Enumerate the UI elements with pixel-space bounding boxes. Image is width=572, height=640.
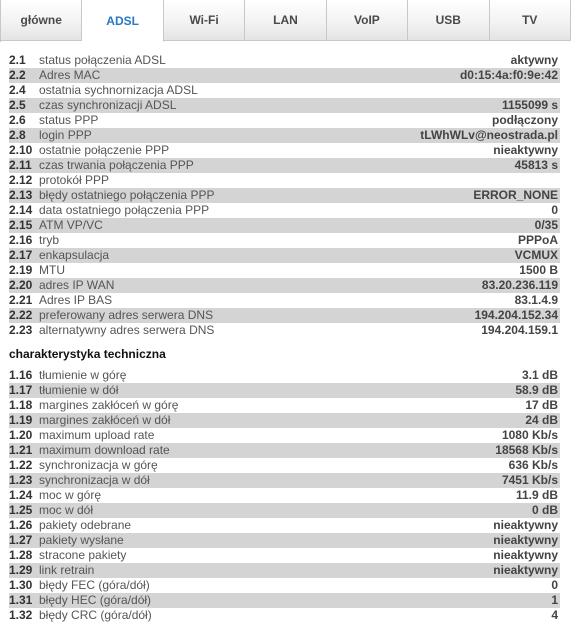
tab-wifi[interactable]: Wi-Fi <box>164 0 245 41</box>
table-row <box>9 443 560 458</box>
table-row <box>9 413 560 428</box>
row-label: błędy CRC (góra/dół) <box>39 608 152 622</box>
row-number: 1.20 <box>9 428 33 442</box>
row-value: VCMUX <box>514 248 558 262</box>
row-label: ATM VP/VC <box>39 218 103 232</box>
table-row <box>9 128 560 143</box>
row-label: Adres MAC <box>39 68 101 82</box>
row-number: 2.8 <box>9 128 26 142</box>
row-value: 45813 s <box>514 158 558 172</box>
row-number: 2.15 <box>9 218 33 232</box>
row-label: synchronizacja w górę <box>39 458 158 472</box>
row-number: 1.18 <box>9 398 33 412</box>
table-row <box>9 608 560 623</box>
row-number: 2.21 <box>9 293 33 307</box>
table-row <box>9 293 560 308</box>
row-number: 2.10 <box>9 143 33 157</box>
row-number: 1.26 <box>9 518 33 532</box>
table-row <box>9 428 560 443</box>
row-value: 83.20.236.119 <box>481 278 558 292</box>
table-row <box>9 248 560 263</box>
adsl-status-table <box>9 53 560 338</box>
row-label: pakiety odebrane <box>39 518 132 532</box>
row-value: d0:15:4a:f0:9e:42 <box>459 68 558 82</box>
row-label: status PPP <box>39 113 99 127</box>
tech-section-heading: charakterystyka techniczna <box>9 347 166 361</box>
row-number: 1.22 <box>9 458 33 472</box>
row-value: ERROR_NONE <box>473 188 558 202</box>
row-number: 2.2 <box>9 68 26 82</box>
row-value: 1155099 s <box>501 98 558 112</box>
row-number: 1.27 <box>9 533 33 547</box>
row-number: 2.20 <box>9 278 33 292</box>
row-number: 2.16 <box>9 233 33 247</box>
table-row <box>9 143 560 158</box>
table-row <box>9 203 560 218</box>
row-number: 1.23 <box>9 473 33 487</box>
row-value: 636 Kb/s <box>508 458 558 472</box>
row-value: 4 <box>551 608 558 622</box>
row-number: 1.28 <box>9 548 33 562</box>
tech-characteristics-table <box>9 368 560 623</box>
row-number: 1.29 <box>9 563 33 577</box>
row-number: 2.5 <box>9 98 26 112</box>
tab-tv[interactable]: TV <box>490 0 571 41</box>
row-label: błędy FEC (góra/dół) <box>39 578 150 592</box>
table-row <box>9 83 560 98</box>
table-row <box>9 218 560 233</box>
tab-bar <box>0 0 571 42</box>
table-row <box>9 53 560 68</box>
row-label: moc w górę <box>39 488 102 502</box>
row-number: 2.12 <box>9 173 33 187</box>
row-label: link retrain <box>39 563 95 577</box>
row-label: tryb <box>39 233 60 247</box>
table-row <box>9 188 560 203</box>
tab-usb[interactable]: USB <box>408 0 489 41</box>
row-number: 2.11 <box>9 158 32 172</box>
row-label: Adres IP BAS <box>39 293 113 307</box>
row-value: 58.9 dB <box>515 383 558 397</box>
row-label: alternatywny adres serwera DNS <box>39 323 215 337</box>
row-label: login PPP <box>39 128 92 142</box>
row-value: 1 <box>551 593 558 607</box>
table-row <box>9 323 560 338</box>
row-value: 3.1 dB <box>521 368 558 382</box>
row-label: ostatnia sychnornizacja ADSL <box>39 83 198 97</box>
table-row <box>9 368 560 383</box>
row-number: 1.17 <box>9 383 33 397</box>
table-row <box>9 518 560 533</box>
table-row <box>9 398 560 413</box>
row-number: 2.19 <box>9 263 33 277</box>
tab-lan[interactable]: LAN <box>245 0 326 41</box>
row-value: tLWhWLv@neostrada.pl <box>420 128 558 142</box>
table-row <box>9 263 560 278</box>
row-value: 194.204.159.1 <box>481 323 558 337</box>
row-value: 0 <box>551 203 558 217</box>
row-value: PPPoA <box>517 233 558 247</box>
row-label: synchronizacja w dół <box>39 473 150 487</box>
table-row <box>9 158 560 173</box>
row-value: 24 dB <box>525 413 558 427</box>
row-value: 7451 Kb/s <box>501 473 558 487</box>
row-number: 1.30 <box>9 578 33 592</box>
table-row <box>9 68 560 83</box>
row-number: 2.22 <box>9 308 33 322</box>
tab-glowne[interactable]: główne <box>1 0 82 41</box>
row-value: 83.1.4.9 <box>514 293 558 307</box>
row-label: tłumienie w dół <box>39 383 119 397</box>
row-label: czas trwania połączenia PPP <box>39 158 194 172</box>
row-number: 2.6 <box>9 113 26 127</box>
tab-voip[interactable]: VoIP <box>327 0 408 41</box>
row-number: 1.16 <box>9 368 33 382</box>
row-label: MTU <box>39 263 65 277</box>
row-label: tłumienie w górę <box>39 368 127 382</box>
row-label: margines zakłóceń w górę <box>39 398 179 412</box>
row-value: nieaktywny <box>493 143 558 157</box>
row-number: 1.24 <box>9 488 33 502</box>
row-number: 2.14 <box>9 203 33 217</box>
row-label: pakiety wysłane <box>39 533 124 547</box>
row-value: 17 dB <box>525 398 558 412</box>
row-label: maximum download rate <box>39 443 170 457</box>
table-row <box>9 233 560 248</box>
row-number: 2.23 <box>9 323 33 337</box>
table-row <box>9 458 560 473</box>
table-row <box>9 548 560 563</box>
table-row <box>9 113 560 128</box>
row-number: 2.1 <box>9 53 26 67</box>
row-label: adres IP WAN <box>39 278 115 292</box>
row-label: ostatnie połączenie PPP <box>39 143 170 157</box>
row-value: nieaktywny <box>493 563 558 577</box>
row-value: nieaktywny <box>493 518 558 532</box>
row-value: 1080 Kb/s <box>501 428 558 442</box>
row-label: czas synchronizacji ADSL <box>39 98 177 112</box>
row-number: 1.32 <box>9 608 33 622</box>
row-value: 0 <box>551 578 558 592</box>
table-row <box>9 593 560 608</box>
table-row <box>9 383 560 398</box>
row-value: 0 dB <box>531 503 558 517</box>
table-row <box>9 98 560 113</box>
row-number: 1.19 <box>9 413 33 427</box>
row-label: margines zakłóceń w dół <box>39 413 171 427</box>
row-label: preferowany adres serwera DNS <box>39 308 214 322</box>
row-number: 1.25 <box>9 503 33 517</box>
row-number: 2.13 <box>9 188 33 202</box>
row-label: maximum upload rate <box>39 428 155 442</box>
row-number: 1.21 <box>9 443 33 457</box>
table-row <box>9 578 560 593</box>
row-value: aktywny <box>510 53 558 67</box>
row-label: moc w dół <box>39 503 94 517</box>
row-label: status połączenia ADSL <box>39 53 166 67</box>
row-value: 1500 B <box>519 263 558 277</box>
table-row <box>9 473 560 488</box>
row-label: enkapsulacja <box>39 248 110 262</box>
row-number: 2.17 <box>9 248 33 262</box>
row-value: 11.9 dB <box>515 488 558 502</box>
row-value: 18568 Kb/s <box>495 443 558 457</box>
table-row <box>9 533 560 548</box>
table-row <box>9 308 560 323</box>
row-label: błędy ostatniego połączenia PPP <box>39 188 215 202</box>
table-row <box>9 278 560 293</box>
table-row <box>9 503 560 518</box>
row-label: data ostatniego połączenia PPP <box>39 203 210 217</box>
table-row <box>9 488 560 503</box>
row-label: protokół PPP <box>39 173 110 187</box>
row-number: 1.31 <box>9 593 33 607</box>
tab-adsl[interactable]: ADSL <box>82 0 163 42</box>
table-row <box>9 173 560 188</box>
row-number: 2.4 <box>9 83 26 97</box>
row-label: błędy HEC (góra/dół) <box>39 593 152 607</box>
row-label: stracone pakiety <box>39 548 127 562</box>
row-value: nieaktywny <box>493 533 558 547</box>
table-row <box>9 563 560 578</box>
row-value: nieaktywny <box>493 548 558 562</box>
row-value: 194.204.152.34 <box>474 308 558 322</box>
row-value: podłączony <box>491 113 558 127</box>
row-value: 0/35 <box>534 218 558 232</box>
